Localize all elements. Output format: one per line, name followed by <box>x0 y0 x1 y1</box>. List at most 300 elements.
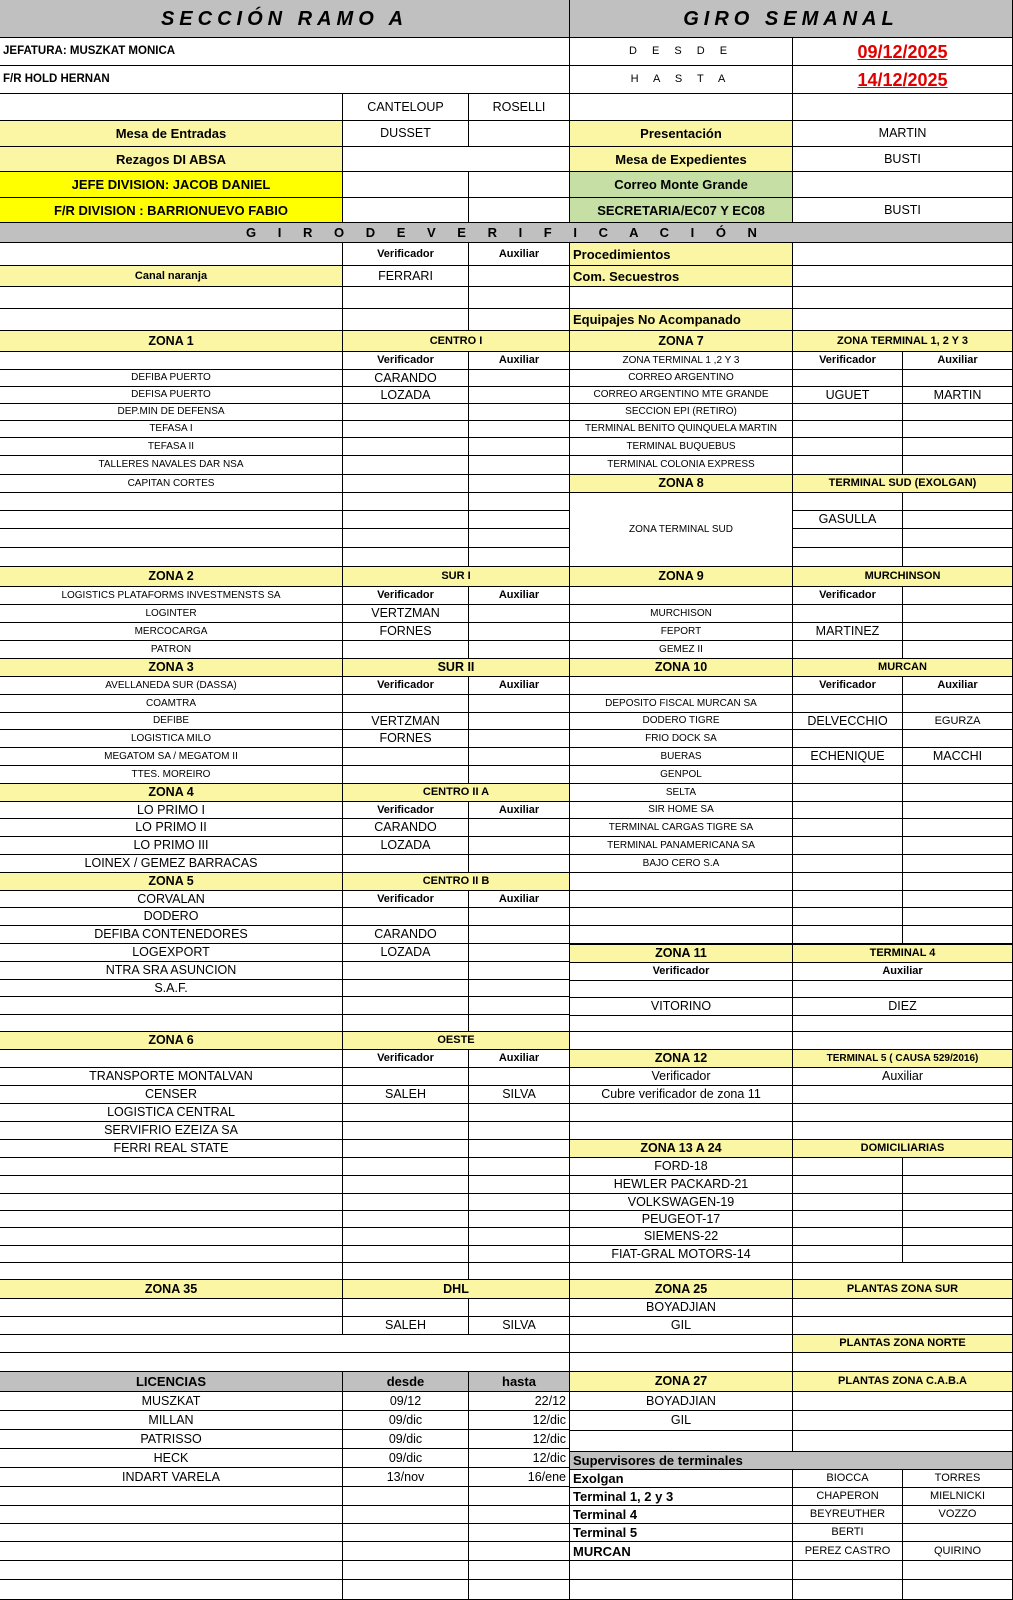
licencia-name: INDART VARELA <box>0 1468 343 1487</box>
zona3-group: SUR II <box>343 659 570 677</box>
zona2-group: SUR I <box>343 567 570 587</box>
blank <box>0 997 343 1015</box>
blank <box>0 1158 343 1176</box>
canteloup-cell: CANTELOUP <box>343 94 469 121</box>
blank <box>903 908 1013 926</box>
zona3-item: LOGISTICA MILO <box>0 730 343 748</box>
blank <box>0 1211 343 1228</box>
blank <box>469 695 570 713</box>
zona10-item: DODERO TIGRE <box>570 713 793 730</box>
blank <box>793 891 903 908</box>
blank <box>793 730 903 748</box>
zona3-verif2: FORNES <box>343 730 469 748</box>
blank <box>469 172 570 198</box>
com-secuestros-label: Com. Secuestros <box>570 266 793 287</box>
secretaria-label: SECRETARIA/EC07 Y EC08 <box>570 198 793 223</box>
blank <box>469 548 570 567</box>
zona3-item: MEGATOM SA / MEGATOM II <box>0 748 343 766</box>
blank <box>469 1487 570 1506</box>
zona12-group: TERMINAL 5 ( CAUSA 529/2016) <box>793 1050 1013 1068</box>
zona2-verif1: VERTZMAN <box>343 605 469 623</box>
zona1-item: TALLERES NAVALES DAR NSA <box>0 456 343 475</box>
zona5-verif1: CARANDO <box>343 926 469 944</box>
zona35-group: DHL <box>343 1280 570 1299</box>
blank <box>469 1176 570 1194</box>
blank <box>903 587 1013 605</box>
blank <box>0 287 343 309</box>
canal-naranja-label: Canal naranja <box>0 266 343 287</box>
zona10-verif2: ECHENIQUE <box>793 748 903 766</box>
blank <box>793 1176 903 1194</box>
blank <box>469 529 570 548</box>
zona6-item: SERVIFRIO EZEIZA SA <box>0 1122 343 1140</box>
zona6-verif: SALEH <box>343 1086 469 1104</box>
blank <box>793 370 903 387</box>
blank <box>343 1487 469 1506</box>
blank <box>570 1032 793 1050</box>
hasta-label: H A S T A <box>570 66 793 94</box>
supervisor-b: QUIRINO <box>903 1542 1013 1561</box>
blank <box>903 623 1013 641</box>
auxiliar-header: Auxiliar <box>903 677 1013 695</box>
blank <box>903 802 1013 819</box>
blank <box>793 309 1013 331</box>
zona10-item: TERMINAL CARGAS TIGRE SA <box>570 819 793 837</box>
blank <box>0 94 343 121</box>
blank <box>0 1561 343 1580</box>
blank <box>570 1561 793 1580</box>
zona7-item: SECCION EPI (RETIRO) <box>570 404 793 421</box>
verificador-header: Verificador <box>793 587 903 605</box>
licencias-desde: desde <box>343 1372 469 1392</box>
blank <box>903 404 1013 421</box>
zona2-verif2: FORNES <box>343 623 469 641</box>
zona9-item: FEPORT <box>570 623 793 641</box>
blank <box>469 1542 570 1561</box>
blank <box>793 784 903 802</box>
blank <box>469 438 570 456</box>
blank <box>469 1158 570 1176</box>
blank <box>0 309 343 331</box>
blank <box>903 641 1013 659</box>
blank <box>570 891 793 908</box>
blank <box>0 1263 343 1280</box>
zona6-group: OESTE <box>343 1032 570 1050</box>
zona5-group: CENTRO II B <box>343 873 570 891</box>
verificador-header: Verificador <box>343 677 469 695</box>
blank <box>469 962 570 980</box>
zona10-item: FRIO DOCK SA <box>570 730 793 748</box>
giro-verificacion-title: G I R O D E V E R I F I C A C I Ó N <box>0 223 1013 243</box>
blank <box>570 908 793 926</box>
blank <box>343 1176 469 1194</box>
verificador-header: Verificador <box>793 677 903 695</box>
zona8-verif: GASULLA <box>793 511 903 529</box>
procedimientos-label: Procedimientos <box>570 243 793 266</box>
blank <box>903 1561 1013 1580</box>
blank <box>469 370 570 387</box>
zona10-title: ZONA 10 <box>570 659 793 677</box>
blank <box>0 1050 343 1068</box>
blank <box>570 1580 793 1600</box>
blank <box>343 1228 469 1246</box>
zona3-item: AVELLANEDA SUR (DASSA) <box>0 677 343 695</box>
blank <box>469 1561 570 1580</box>
zona13-item: SIEMENS-22 <box>570 1228 793 1246</box>
verificador-header: Verificador <box>343 1050 469 1068</box>
blank <box>0 243 343 266</box>
blank <box>469 1299 570 1317</box>
blank <box>469 944 570 962</box>
zona7-item: ZONA TERMINAL 1 ,2 Y 3 <box>570 352 793 370</box>
zona13-title: ZONA 13 A 24 <box>570 1140 793 1158</box>
blank <box>903 605 1013 623</box>
blank <box>469 121 570 147</box>
zona6-item: LOGISTICA CENTRAL <box>0 1104 343 1122</box>
supervisor-b: MIELNICKI <box>903 1488 1013 1506</box>
licencia-desde: 13/nov <box>343 1468 469 1487</box>
zona35-verif: SALEH <box>343 1317 469 1335</box>
blank <box>343 855 469 873</box>
blank <box>0 1524 343 1542</box>
licencia-name: MILLAN <box>0 1411 343 1430</box>
blank <box>570 873 793 891</box>
blank <box>343 1506 469 1524</box>
blank <box>903 493 1013 511</box>
blank <box>343 493 469 511</box>
blank <box>469 837 570 855</box>
zona25-group: PLANTAS ZONA SUR <box>793 1280 1013 1299</box>
zona13-group: DOMICILIARIAS <box>793 1140 1013 1158</box>
blank <box>469 1506 570 1524</box>
zona7-item: CORREO ARGENTINO MTE GRANDE <box>570 387 793 404</box>
busti2-cell: BUSTI <box>793 198 1013 223</box>
blank <box>469 713 570 730</box>
blank <box>469 641 570 659</box>
licencia-desde: 09/dic <box>343 1430 469 1449</box>
jefatura-label: JEFATURA: MUSZKAT MONICA <box>0 38 570 66</box>
blank <box>469 404 570 421</box>
blank <box>793 94 1013 121</box>
blank <box>903 1158 1013 1176</box>
blank <box>903 944 1013 945</box>
blank <box>469 605 570 623</box>
blank <box>469 997 570 1015</box>
blank <box>0 1506 343 1524</box>
blank <box>903 695 1013 713</box>
blank <box>469 1068 570 1086</box>
blank <box>570 1122 793 1140</box>
blank <box>793 456 903 475</box>
blank <box>793 266 1013 287</box>
zona6-title: ZONA 6 <box>0 1032 343 1050</box>
blank <box>903 891 1013 908</box>
blank <box>793 908 903 926</box>
supervisores-title: Supervisores de terminales <box>570 1452 1013 1470</box>
blank <box>343 511 469 529</box>
blank <box>343 997 469 1015</box>
zona7-group: ZONA TERMINAL 1, 2 Y 3 <box>793 331 1013 352</box>
blank <box>903 456 1013 475</box>
zona7-verif: UGUET <box>793 387 903 404</box>
zona1-item: TEFASA I <box>0 421 343 438</box>
zona27-group: PLANTAS ZONA C.A.B.A <box>793 1372 1013 1392</box>
dusset-cell: DUSSET <box>343 121 469 147</box>
verificador-header: Verificador <box>343 802 469 819</box>
blank <box>0 1335 570 1353</box>
blank <box>903 784 1013 802</box>
zona1-item: TEFASA II <box>0 438 343 456</box>
zona2-item: LOGISTICS PLATAFORMS INVESTMENSTS SA <box>0 587 343 605</box>
zona27-item: GIL <box>570 1411 793 1431</box>
blank <box>570 1104 793 1122</box>
blank <box>343 1194 469 1211</box>
blank <box>343 438 469 456</box>
blank <box>0 1176 343 1194</box>
blank <box>793 944 903 945</box>
auxiliar-header: Auxiliar <box>469 891 570 908</box>
zona7-item: CORREO ARGENTINO <box>570 370 793 387</box>
blank <box>343 1299 469 1317</box>
zona10-group: MURCAN <box>793 659 1013 677</box>
zona4-title: ZONA 4 <box>0 784 343 802</box>
blank <box>903 766 1013 784</box>
zona8-title: ZONA 8 <box>570 475 793 493</box>
blank <box>793 1263 1013 1280</box>
supervisor-terminal: Exolgan <box>570 1470 793 1488</box>
blank <box>469 730 570 748</box>
blank <box>0 352 343 370</box>
zona5-verif2: LOZADA <box>343 944 469 962</box>
blank <box>793 1211 903 1228</box>
zona3-item: COAMTRA <box>0 695 343 713</box>
blank <box>903 926 1013 944</box>
auxiliar-header: Auxiliar <box>469 352 570 370</box>
zona5-item: CORVALAN <box>0 891 343 908</box>
blank <box>903 421 1013 438</box>
blank <box>570 1353 793 1372</box>
blank <box>570 677 793 695</box>
blank <box>903 1246 1013 1263</box>
zona5-item: DODERO <box>0 908 343 926</box>
blank <box>0 1299 343 1317</box>
blank <box>343 548 469 567</box>
blank <box>469 1015 570 1032</box>
blank <box>0 548 343 567</box>
blank <box>793 548 903 567</box>
blank <box>793 1246 903 1263</box>
blank <box>469 475 570 493</box>
blank <box>469 819 570 837</box>
supervisor-b <box>903 1524 1013 1542</box>
zona6-item: CENSER <box>0 1086 343 1104</box>
ferrari-cell: FERRARI <box>343 266 469 287</box>
presentacion-label: Presentación <box>570 121 793 147</box>
zona10-item: BAJO CERO S.A <box>570 855 793 873</box>
giro-title: GIRO SEMANAL <box>570 0 1013 38</box>
blank <box>0 1194 343 1211</box>
zona9-title: ZONA 9 <box>570 567 793 587</box>
blank <box>343 748 469 766</box>
zona35-aux: SILVA <box>469 1317 570 1335</box>
blank <box>793 1032 1013 1050</box>
blank <box>570 944 793 945</box>
blank <box>793 1431 1013 1452</box>
roselli-cell: ROSELLI <box>469 94 570 121</box>
blank <box>903 370 1013 387</box>
blank <box>469 766 570 784</box>
blank <box>570 926 793 944</box>
blank <box>793 819 903 837</box>
zona25-item: GIL <box>570 1317 793 1335</box>
zona2-item: LOGINTER <box>0 605 343 623</box>
blank <box>469 309 570 331</box>
licencia-desde: 09/12 <box>343 1392 469 1411</box>
blank <box>903 511 1013 529</box>
blank <box>793 855 903 873</box>
blank <box>793 529 903 548</box>
blank <box>570 981 793 998</box>
verificador-header: Verificador <box>343 243 469 266</box>
blank <box>903 1194 1013 1211</box>
zona2-item: PATRON <box>0 641 343 659</box>
blank <box>793 873 903 891</box>
blank <box>343 1122 469 1140</box>
blank <box>0 511 343 529</box>
zona13-item: VOLKSWAGEN-19 <box>570 1194 793 1211</box>
blank <box>793 837 903 855</box>
blank <box>469 1524 570 1542</box>
zona11-verif: VITORINO <box>570 998 793 1016</box>
fr-division-label: F/R DIVISION : BARRIONUEVO FABIO <box>0 198 343 223</box>
blank <box>343 456 469 475</box>
licencia-hasta: 22/12 <box>469 1392 570 1411</box>
blank <box>793 421 903 438</box>
mesa-entradas-label: Mesa de Entradas <box>0 121 343 147</box>
blank <box>469 493 570 511</box>
supervisor-terminal: Terminal 5 <box>570 1524 793 1542</box>
zona7-item: TERMINAL COLONIA EXPRESS <box>570 456 793 475</box>
zona11-group: TERMINAL 4 <box>793 945 1013 963</box>
blank <box>469 1246 570 1263</box>
section-title: SECCIÓN RAMO A <box>0 0 570 38</box>
blank <box>903 1211 1013 1228</box>
zona35-title: ZONA 35 <box>0 1280 343 1299</box>
zona7-title: ZONA 7 <box>570 331 793 352</box>
busti-cell: BUSTI <box>793 147 1013 172</box>
blank <box>793 641 903 659</box>
zona10-item: GENPOL <box>570 766 793 784</box>
licencia-name: MUSZKAT <box>0 1392 343 1411</box>
blank <box>343 908 469 926</box>
supervisor-terminal: Terminal 1, 2 y 3 <box>570 1488 793 1506</box>
blank <box>343 1561 469 1580</box>
zona8-item: ZONA TERMINAL SUD <box>570 493 793 567</box>
licencias-hasta: hasta <box>469 1372 570 1392</box>
blank <box>793 1016 1013 1032</box>
blank <box>343 1015 469 1032</box>
blank <box>343 287 469 309</box>
blank <box>903 873 1013 891</box>
zona8-group: TERMINAL SUD (EXOLGAN) <box>793 475 1013 493</box>
verificador-header: Verificador <box>343 891 469 908</box>
hasta-date: 14/12/2025 <box>793 66 1013 94</box>
zona5-item: LOGEXPORT <box>0 944 343 962</box>
mesa-expedientes-label: Mesa de Expedientes <box>570 147 793 172</box>
zona4-item: LO PRIMO II <box>0 819 343 837</box>
supervisor-b: TORRES <box>903 1470 1013 1488</box>
zona6-item: TRANSPORTE MONTALVAN <box>0 1068 343 1086</box>
zona12-note: Cubre verificador de zona 11 <box>570 1086 793 1104</box>
blank <box>469 266 570 287</box>
blank <box>793 438 903 456</box>
blank <box>343 421 469 438</box>
zona9-verif: MARTINEZ <box>793 623 903 641</box>
licencia-hasta: 16/ene <box>469 1468 570 1487</box>
blank <box>793 802 903 819</box>
blank <box>793 1392 1013 1411</box>
blank <box>793 1104 1013 1122</box>
zona27-item: BOYADJIAN <box>570 1392 793 1411</box>
blank <box>469 198 570 223</box>
blank <box>793 493 903 511</box>
zona5-item: DEFIBA CONTENEDORES <box>0 926 343 944</box>
zona13-item: PEUGEOT-17 <box>570 1211 793 1228</box>
supervisor-a: BIOCCA <box>793 1470 903 1488</box>
blank <box>793 404 903 421</box>
blank <box>793 1353 1013 1372</box>
blank <box>793 1299 1013 1317</box>
blank <box>469 1211 570 1228</box>
zona13-item: FIAT-GRAL MOTORS-14 <box>570 1246 793 1263</box>
blank <box>793 1228 903 1246</box>
zona2-title: ZONA 2 <box>0 567 343 587</box>
zona25-title: ZONA 25 <box>570 1280 793 1299</box>
blank <box>570 1431 793 1452</box>
blank <box>0 1228 343 1246</box>
blank <box>343 1580 469 1600</box>
desde-label: D E S D E <box>570 38 793 66</box>
auxiliar-header: Auxiliar <box>469 802 570 819</box>
zona4-item: LOINEX / GEMEZ BARRACAS <box>0 855 343 873</box>
licencia-name: HECK <box>0 1449 343 1468</box>
blank <box>793 1317 1013 1335</box>
blank <box>343 962 469 980</box>
blank <box>0 1580 343 1600</box>
licencia-desde: 09/dic <box>343 1411 469 1430</box>
blank <box>793 605 903 623</box>
blank <box>469 1263 570 1280</box>
zona12-title: ZONA 12 <box>570 1050 793 1068</box>
blank <box>469 456 570 475</box>
blank <box>469 623 570 641</box>
blank <box>903 1228 1013 1246</box>
blank <box>343 1158 469 1176</box>
blank <box>793 1122 1013 1140</box>
licencia-desde: 09/dic <box>343 1449 469 1468</box>
verificador-header: Verificador <box>343 587 469 605</box>
blank <box>0 1487 343 1506</box>
blank <box>793 1580 903 1600</box>
blank <box>0 529 343 548</box>
blank <box>793 1561 903 1580</box>
supervisor-a: PEREZ CASTRO <box>793 1542 903 1561</box>
equipajes-label: Equipajes No Acompanado <box>570 309 793 331</box>
blank <box>469 980 570 997</box>
verificador-header: Verificador <box>570 963 793 981</box>
zona1-title: ZONA 1 <box>0 331 343 352</box>
zona9-item: GEMEZ II <box>570 641 793 659</box>
